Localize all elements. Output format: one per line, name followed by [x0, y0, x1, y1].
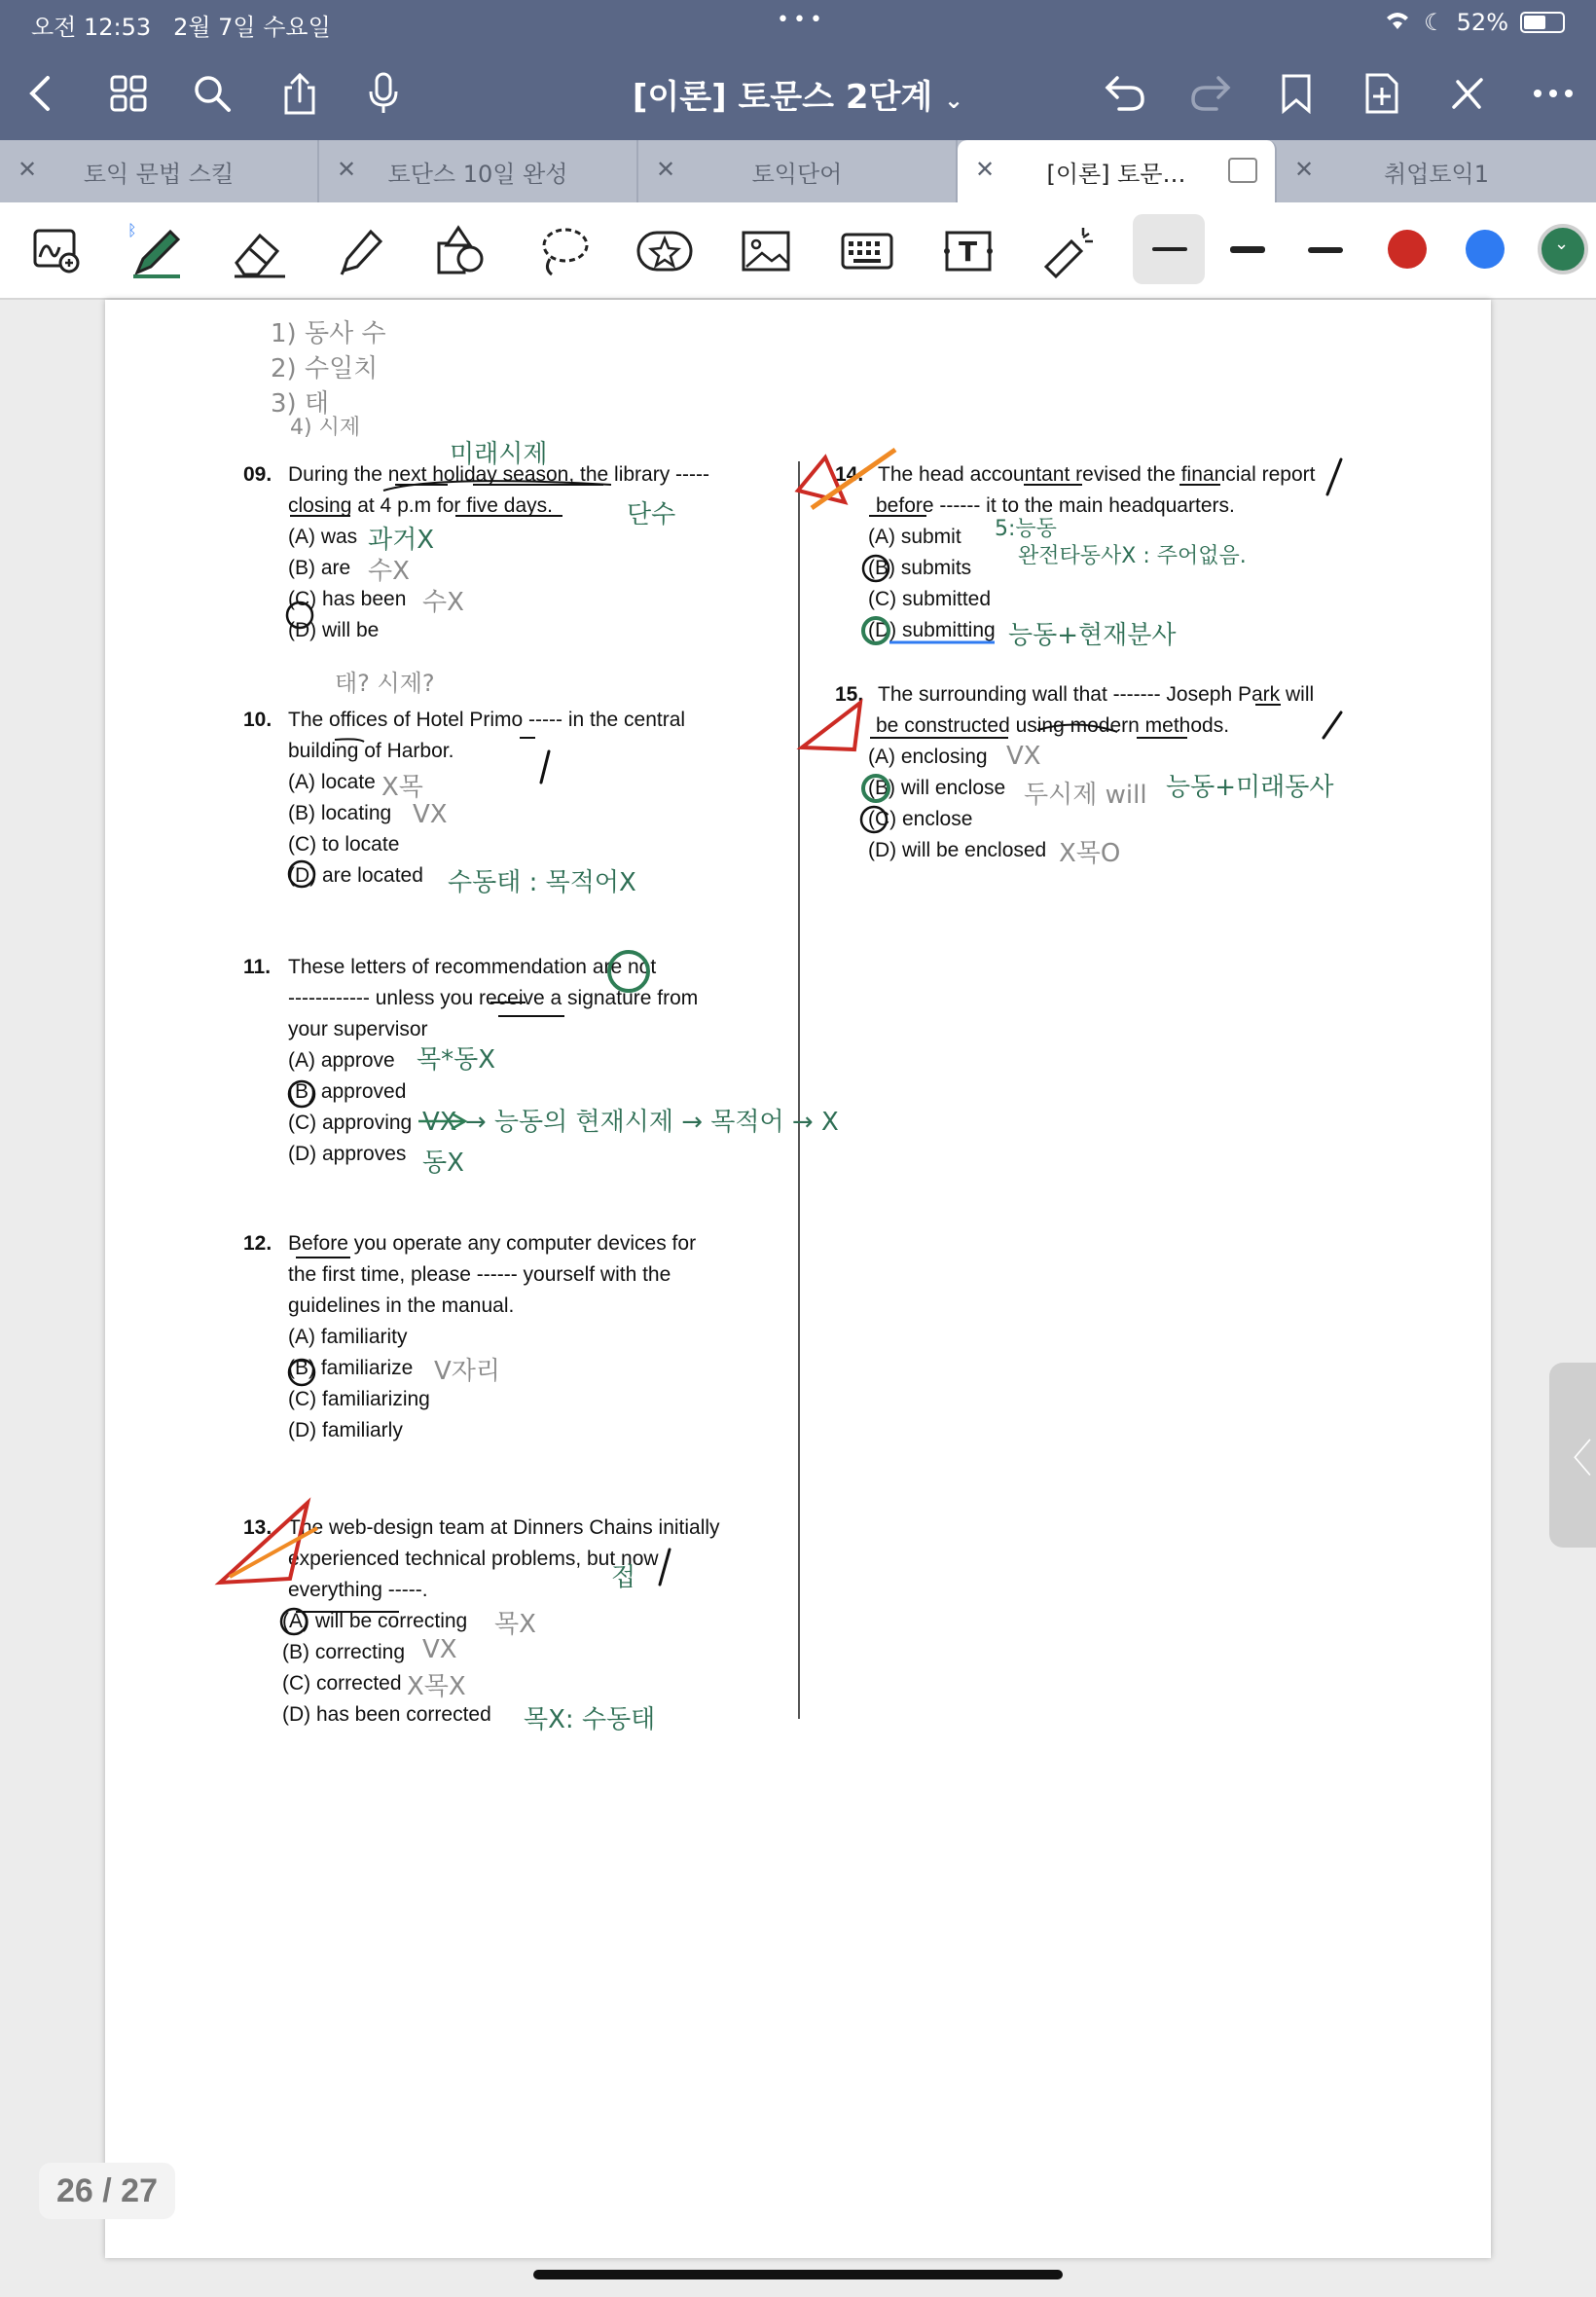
note-top-1: 1) 동사 수 — [271, 319, 386, 348]
nav-bar — [0, 55, 1596, 132]
status-time: 오전 12:53 2월 7일 수요일 — [31, 14, 331, 41]
handwriting-zoom-icon[interactable] — [25, 222, 90, 280]
note-q10-a: X목 — [381, 773, 423, 802]
highlighter-icon[interactable] — [329, 222, 393, 280]
tab-4-active[interactable]: ✕ [이론] 토문… — [958, 140, 1277, 202]
note-top-3: 3) 태 — [271, 389, 330, 419]
bookmark-icon[interactable] — [1267, 64, 1325, 123]
note-q14-d: 능동+현재분사 — [1008, 621, 1177, 650]
stroke-thick-icon — [1308, 247, 1343, 253]
question-09: 09. During the next holiday season, the library ----- closing at 4 p.m for five days. (A) was (B) are (C) has been (D) will be — [243, 463, 710, 641]
document-tabs — [0, 140, 1596, 202]
wifi-icon — [1383, 8, 1412, 37]
close-tab-icon[interactable]: ✕ — [337, 156, 357, 183]
top-bar — [0, 0, 1596, 140]
note-q15-d: X목O — [1059, 839, 1121, 868]
chevron-down-icon: ⌄ — [1554, 234, 1570, 254]
tab-5[interactable]: ✕ 취업토익1 — [1294, 156, 1489, 188]
note-q11-a: 목*동X — [417, 1045, 496, 1075]
note-q14-2: 완전타동사X : 주어없음. — [1018, 544, 1247, 568]
note-top-4: 4) 시제 — [290, 416, 361, 440]
moon-icon: ☾ — [1424, 9, 1445, 36]
note-top-2: 2) 수일치 — [271, 354, 379, 383]
note-q11-c: VX → 능동의 현재시제 → 목적어 → X — [422, 1108, 839, 1137]
pen-icon[interactable] — [125, 222, 189, 280]
question-14: 14. The head accountant revised the financial report before ------ it to the main headquarters. (A) submit (B) submits (C) submitted (D) submitting — [835, 463, 1316, 641]
more-icon[interactable] — [1524, 64, 1582, 123]
note-q13-but: 접 — [611, 1563, 636, 1592]
note-q15-b2: 능동+미래동사 — [1166, 773, 1334, 802]
question-10: 10. The offices of Hotel Primo ----- in the central building of Harbor. (A) locate (B) locating (C) to locate (D) are located — [243, 709, 686, 887]
svg-text:ᛒ: ᛒ — [127, 222, 137, 239]
note-q13-c: X목X — [407, 1672, 466, 1701]
stroke-thin-icon — [1152, 247, 1187, 251]
question-11: 11. These letters of recommendation are not ------------ unless you receive a signature from your supervisor (A) approve (B) approved (C) approving (D) approves — [243, 956, 699, 1165]
note-q13-d: 목X: 수동태 — [524, 1705, 656, 1734]
mic-icon[interactable] — [354, 64, 413, 123]
note-q10-bc: VX — [413, 800, 448, 829]
search-icon[interactable] — [183, 64, 241, 123]
note-q15-b: 두시제 will — [1024, 781, 1147, 810]
document-title[interactable]: [이론] 토문스 2단계 ⌄ — [632, 78, 964, 117]
laser-pointer-icon[interactable] — [1035, 222, 1100, 280]
shapes-icon[interactable] — [430, 222, 494, 280]
color-blue-swatch[interactable] — [1466, 230, 1505, 269]
add-page-icon[interactable] — [1353, 64, 1411, 123]
page-indicator: 26 / 27 — [39, 2163, 175, 2219]
undo-icon[interactable] — [1096, 64, 1154, 123]
note-q15-a: VX — [1006, 742, 1041, 771]
eraser-icon[interactable] — [228, 222, 292, 280]
text-box-icon[interactable] — [936, 222, 1000, 280]
tab-2[interactable]: ✕ 토단스 10일 완성 — [319, 140, 638, 202]
svg-text:T: T — [959, 236, 978, 268]
chevron-down-icon: ⌄ — [944, 87, 964, 114]
question-15: 15. The surrounding wall that ------- Joseph Park will be constructed using modern methods. (A) enclosing (B) will enclose (C) enclose (D) will be enclosed — [835, 683, 1315, 861]
split-view-icon[interactable] — [1228, 158, 1257, 183]
home-indicator[interactable] — [533, 2270, 1063, 2279]
close-tools-icon[interactable] — [1438, 64, 1497, 123]
tab-1[interactable]: ✕ 토익 문법 스킬 — [0, 140, 319, 202]
chevron-left-icon: 〈 — [1553, 1436, 1592, 1481]
side-panel-handle[interactable] — [1549, 1363, 1596, 1548]
close-tab-icon[interactable]: ✕ — [656, 156, 676, 183]
close-tab-icon[interactable]: ✕ — [18, 156, 38, 183]
redo-icon[interactable] — [1181, 64, 1240, 123]
status-right — [1383, 8, 1565, 37]
grid-icon[interactable] — [99, 64, 158, 123]
tab-3[interactable]: ✕ 토익단어 — [638, 140, 958, 202]
close-tab-icon[interactable]: ✕ — [975, 156, 996, 183]
battery-percent: 52% — [1456, 9, 1508, 36]
column-divider — [798, 461, 800, 1719]
note-q14-1: 5:능동 — [995, 517, 1057, 541]
status-bar — [0, 0, 1596, 47]
stroke-medium-icon — [1230, 246, 1265, 253]
multitask-dots-icon[interactable]: ••• — [777, 8, 826, 32]
battery-icon — [1520, 12, 1565, 33]
color-red-swatch[interactable] — [1388, 230, 1427, 269]
image-icon[interactable] — [734, 222, 798, 280]
note-q13-a: 목X — [494, 1610, 536, 1639]
note-q09-singular: 단수 — [627, 500, 676, 529]
note-q11-d: 동X — [422, 1148, 464, 1178]
note-q09-future: 미래시제 — [450, 440, 548, 469]
close-tab-icon[interactable]: ✕ — [1294, 156, 1315, 183]
keyboard-icon[interactable] — [835, 222, 899, 280]
note-q10-d: 수동태 : 목적어X — [448, 868, 636, 897]
note-q09-b: 수X — [368, 557, 410, 586]
document-page[interactable] — [105, 300, 1491, 2258]
share-icon[interactable] — [271, 64, 329, 123]
note-q09-a: 과거X — [368, 526, 435, 555]
back-icon[interactable] — [12, 64, 70, 123]
note-q10-head: 태? 시제? — [335, 670, 435, 697]
question-12: 12. Before you operate any computer devices for the first time, please ------ yourself with the guidelines in the manual. (A) familiarity (B) familiarize (C) familiarizing (D) familiarly — [243, 1232, 697, 1441]
note-q12-b: V자리 — [434, 1357, 501, 1386]
lasso-icon[interactable] — [531, 222, 596, 280]
note-q09-c: 수X — [422, 588, 464, 617]
note-q13-b: VX — [422, 1635, 457, 1664]
color-green-swatch[interactable] — [1538, 224, 1588, 274]
question-13: 13. The web-design team at Dinners Chains initially experienced technical problems, but now everything -----. (A) will be correcting (B) correcting (C) corrected (D) has been corrected — [243, 1516, 720, 1726]
sticker-icon[interactable] — [633, 222, 697, 280]
